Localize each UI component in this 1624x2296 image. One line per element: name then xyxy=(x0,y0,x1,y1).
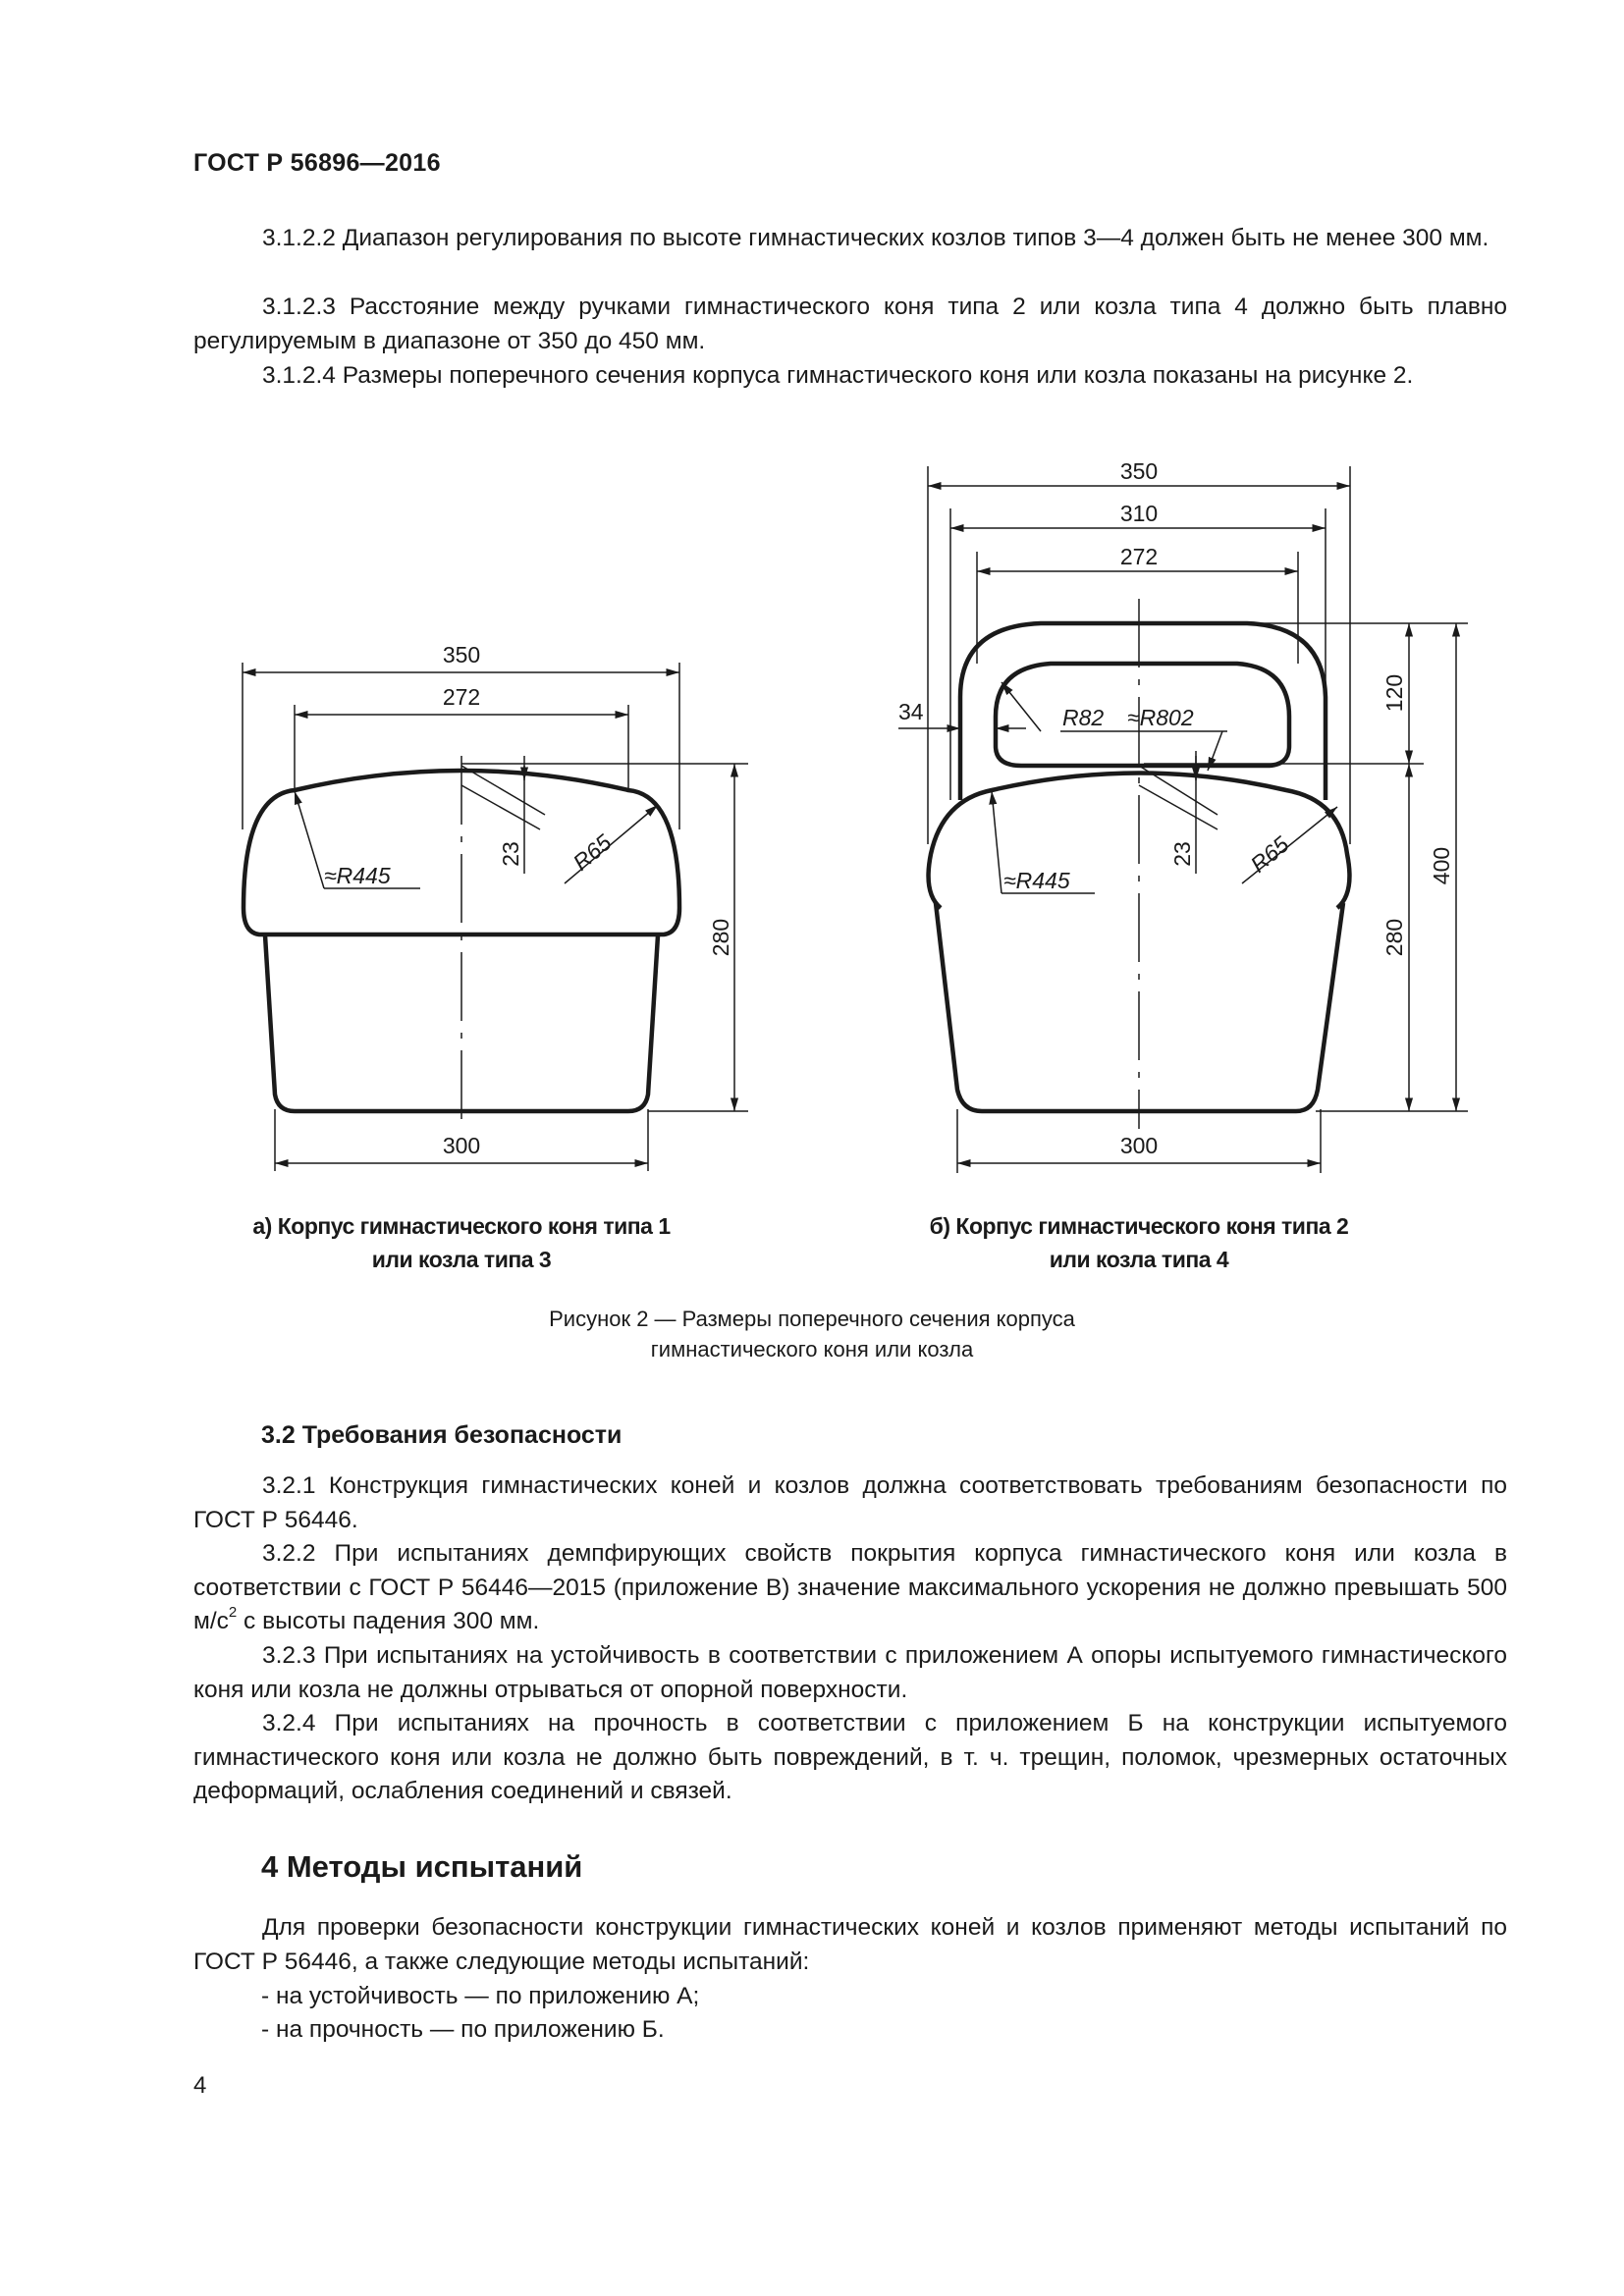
left-dim-r445: ≈R445 xyxy=(324,863,391,888)
page-number: 4 xyxy=(193,2072,207,2099)
right-dim-r82: R82 xyxy=(1062,705,1105,730)
right-dim-300: 300 xyxy=(1119,1133,1159,1158)
paragraph-3-1-2-4: 3.1.2.4 Размеры поперечного сечения корпуса гимнастического коня или козла показаны на рисунке 2. xyxy=(262,362,1414,389)
paragraph-3-1-2-3: 3.1.2.3 Расстояние между ручками гимнастического коня типа 2 или козла типа 4 должно быть плавно регулируемым в диапазоне от 350 до 450 мм. xyxy=(193,294,1507,354)
right-dim-310: 310 xyxy=(1119,501,1159,526)
left-dim-280: 280 xyxy=(708,918,733,957)
section-4-title: 4 Методы испытаний xyxy=(261,1849,583,1884)
right-dim-r802: ≈R802 xyxy=(1127,705,1194,730)
paragraph-3-2-4: 3.2.4 При испытаниях на прочность в соответствии с приложением Б на конструкции испытуемого гимнастического коня или козла не должно быть повреждений, в т. ч. трещин, поломок, чрезмерных остаточных деформаций, ослабления соединений и связей. xyxy=(193,1710,1507,1804)
right-dim-272: 272 xyxy=(1119,544,1159,569)
right-dim-280: 280 xyxy=(1381,918,1407,957)
left-subfigure-caption: а) Корпус гимнастического коня типа 1 или козла типа 3 xyxy=(252,1213,671,1272)
left-dim-272: 272 xyxy=(442,684,481,710)
left-dim-r65: R65 xyxy=(568,828,617,876)
right-dim-23: 23 xyxy=(1169,841,1195,867)
paragraph-section-4-intro: Для проверки безопасности конструкции гимнастических коней и козлов применяют методы испытаний по ГОСТ Р 56446, а также следующие методы испытаний: xyxy=(193,1914,1507,1975)
paragraph-3-1-2-2: 3.1.2.2 Диапазон регулирования по высоте гимнастических козлов типов 3—4 должен быть не менее 300 мм. xyxy=(262,225,1489,251)
right-dim-34: 34 xyxy=(898,699,924,724)
list-item: - на прочность — по приложению Б. xyxy=(261,2016,665,2043)
paragraph-3-2-1: 3.2.1 Конструкция гимнастических коней и козлов должна соответствовать требованиям безопасности по ГОСТ Р 56446. xyxy=(193,1472,1507,1533)
right-dim-350: 350 xyxy=(1119,458,1159,484)
left-dim-300: 300 xyxy=(442,1133,481,1158)
paragraph-3-2-2: 3.2.2 При испытаниях демпфирующих свойств покрытия корпуса гимнастического коня или козла в соответствии с ГОСТ Р 56446—2015 (приложение В) значение максимального ускорения не должно превышать 500 $м/с^2$ с высоты падения 300 мм. xyxy=(193,1540,1507,1634)
right-dim-r445: ≈R445 xyxy=(1003,868,1070,893)
paragraph-3-2-3: 3.2.3 При испытаниях на устойчивость в соответствии с приложением А опоры испытуемого гимнастического коня или козла не должны отрываться от опорной поверхности. xyxy=(193,1642,1507,1703)
right-subfigure-caption: б) Корпус гимнастического коня типа 2 или козла типа 4 xyxy=(929,1213,1349,1272)
left-dim-23: 23 xyxy=(498,841,523,867)
right-dim-400: 400 xyxy=(1429,846,1454,885)
list-item: - на устойчивость — по приложению А; xyxy=(261,1982,700,2009)
section-3-2-title: 3.2 Требования безопасности xyxy=(261,1421,623,1449)
right-dim-120: 120 xyxy=(1381,673,1407,713)
right-dim-r65: R65 xyxy=(1245,830,1294,878)
left-dim-350: 350 xyxy=(442,642,481,667)
figure-caption: Рисунок 2 — Размеры поперечного сечения корпуса гимнастического коня или козла xyxy=(549,1307,1075,1362)
document-header: ГОСТ Р 56896—2016 xyxy=(193,149,441,177)
